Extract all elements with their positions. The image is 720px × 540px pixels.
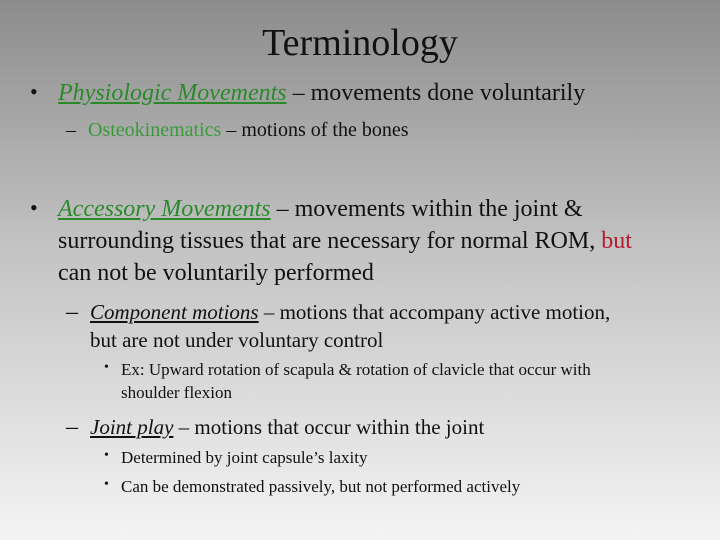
joint-play-item2: Can be demonstrated passively, but not performed actively [121,477,521,496]
term-component-motions: Component motions [90,300,259,324]
dash-marker: – [66,119,76,141]
term-joint-play: Joint play [90,415,174,439]
sub-joint-play [90,411,484,443]
bullet-dot: • [30,195,38,220]
bullet-accessory-line3: can not be voluntarily performed [58,260,374,286]
bullet-accessory-line2 [58,225,632,257]
physiologic-definition: – movements done voluntarily [286,80,586,106]
joint-play-item1: Determined by joint capsule’s laxity [121,448,368,467]
osteokinematics-definition: – motions of the bones [221,119,409,141]
dash-marker: – [66,299,78,325]
example-line2: shoulder flexion [121,383,232,402]
component-definition-line1: – motions that accompany active motion, [258,300,611,324]
joint-play-definition: – motions that occur within the joint [173,415,485,439]
sub-osteokinematics [88,116,409,144]
term-osteokinematics: Osteokinematics [88,119,222,141]
bullet-dot: • [30,79,38,104]
dash-marker: – [66,414,78,440]
component-definition-line2: but are not under voluntary control [90,328,384,352]
emphasis-but: but [601,228,632,254]
term-accessory-movements: Accessory Movements [58,196,271,222]
bullet-dot-small: • [104,477,109,492]
bullet-accessory-line1 [58,193,583,225]
bullet-physiologic [58,77,585,109]
slide-title: Terminology [262,22,458,64]
accessory-definition-line2: surrounding tissues that are necessary for normal ROM, [58,228,602,254]
bullet-dot-small: • [104,448,109,463]
accessory-definition-line1: – movements within the joint & [270,196,583,222]
bullet-dot-small: • [104,360,109,375]
term-physiologic-movements: Physiologic Movements [58,80,287,106]
example-line1: Ex: Upward rotation of scapula & rotation of clavicle that occur with [121,360,591,379]
